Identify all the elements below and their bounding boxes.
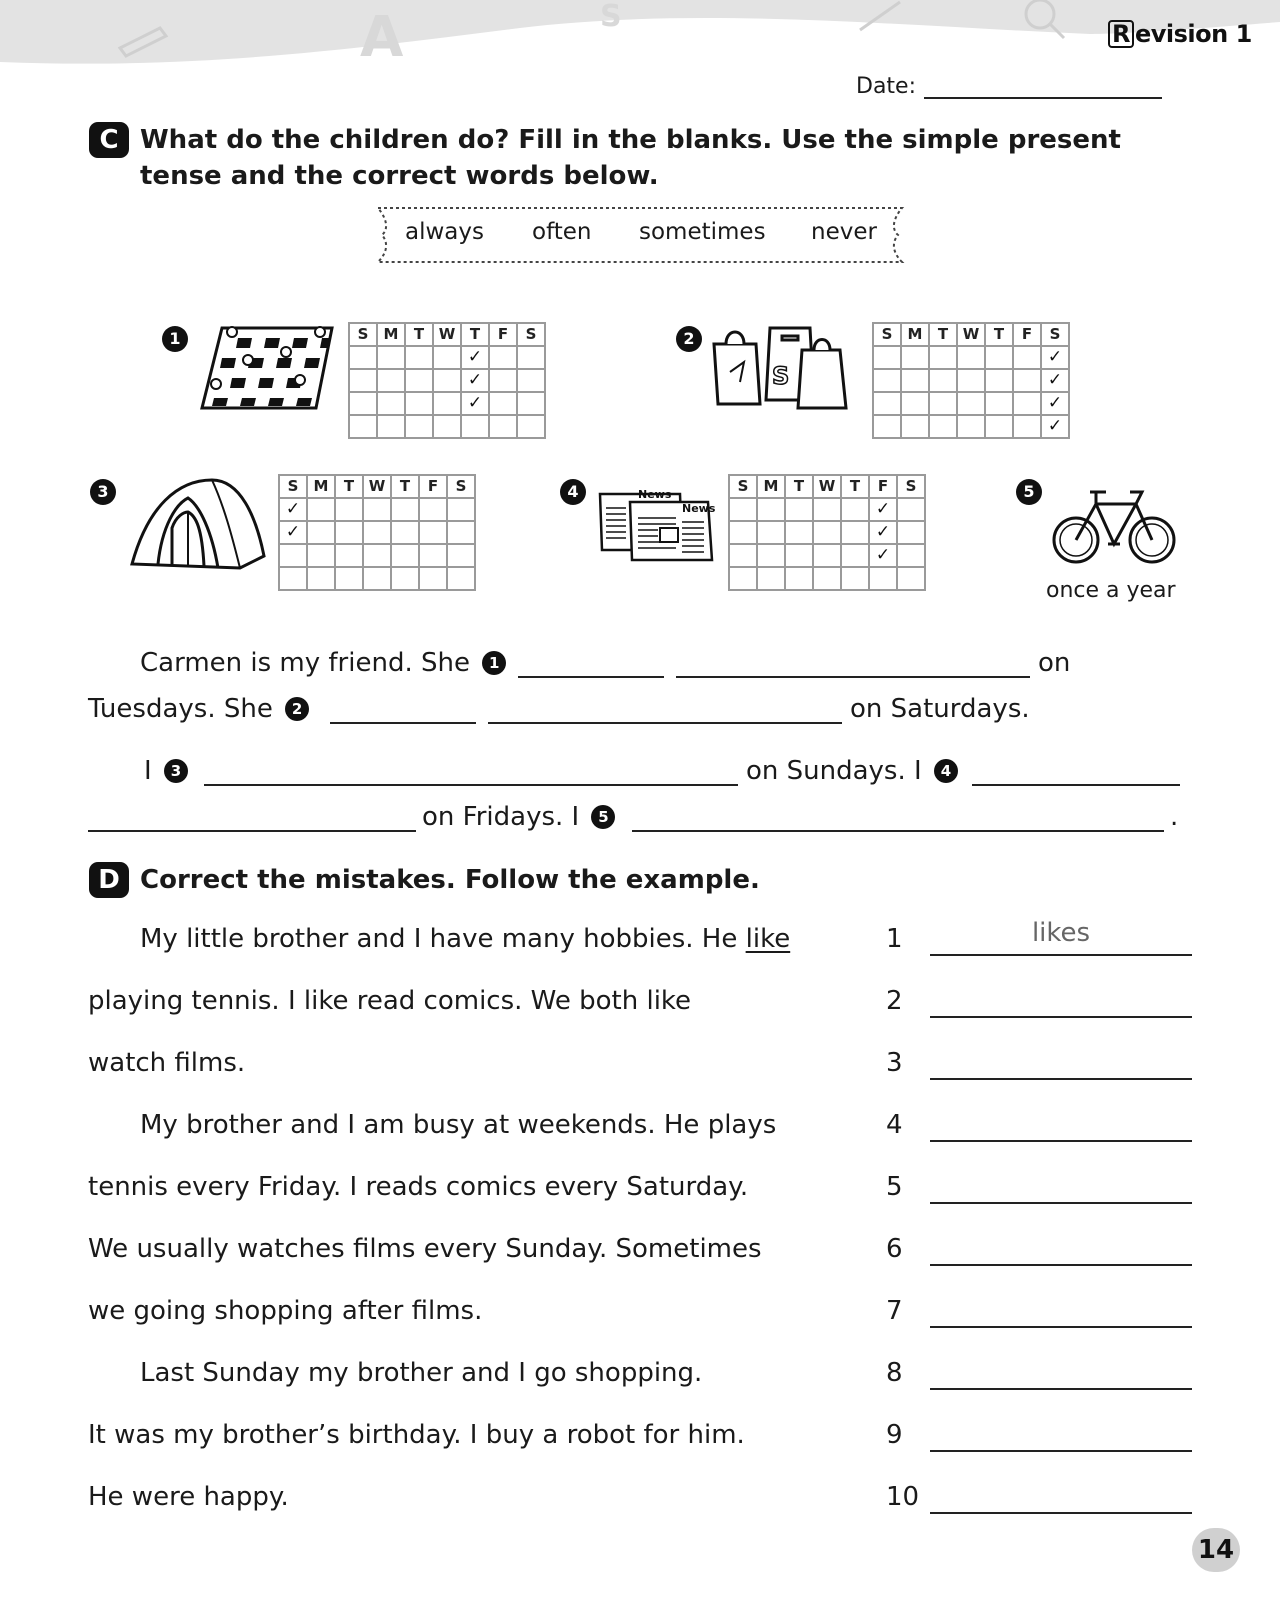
day-header: S	[447, 475, 475, 498]
blank-2a[interactable]	[330, 722, 476, 724]
grid-cell	[461, 415, 489, 438]
day-header: T	[405, 323, 433, 346]
check-mark: ✓	[461, 369, 489, 392]
check-mark: ✓	[1041, 346, 1069, 369]
grid-cell	[489, 392, 517, 415]
blank-5[interactable]	[632, 830, 1164, 832]
grid-cell	[349, 392, 377, 415]
grid-cell	[419, 567, 447, 590]
day-header: T	[841, 475, 869, 498]
check-mark: ✓	[869, 521, 897, 544]
grid-cell	[447, 567, 475, 590]
grid-cell	[335, 567, 363, 590]
item-number-3: 3	[90, 479, 116, 505]
svg-text:A: A	[360, 5, 404, 70]
day-header: W	[813, 475, 841, 498]
check-mark: ✓	[1041, 415, 1069, 438]
grid-cell	[957, 415, 985, 438]
paragraph-line-4: My brother and I am busy at weekends. He plays	[140, 1110, 777, 1140]
grid-cell	[901, 369, 929, 392]
answer-number-5: 5	[886, 1172, 903, 1202]
answer-line-1[interactable]	[930, 954, 1192, 956]
grid-cell	[405, 346, 433, 369]
grid-cell	[757, 498, 785, 521]
day-header: W	[363, 475, 391, 498]
grid-cell	[897, 567, 925, 590]
check-mark: ✓	[279, 498, 307, 521]
grid-cell	[405, 392, 433, 415]
grid-cell	[957, 392, 985, 415]
word-option-often: often	[532, 219, 592, 245]
paragraph-line-6: We usually watches films every Sunday. Sometimes	[88, 1234, 762, 1264]
answer-number-9: 9	[886, 1420, 903, 1450]
day-header: W	[433, 323, 461, 346]
grid-cell	[419, 498, 447, 521]
grid-cell	[785, 521, 813, 544]
grid-cell	[1013, 392, 1041, 415]
grid-cell	[985, 346, 1013, 369]
check-mark: ✓	[1041, 392, 1069, 415]
grid-cell	[929, 346, 957, 369]
sentence-3-start: I 3	[144, 754, 192, 788]
grid-cell	[419, 544, 447, 567]
page-number: 14	[1192, 1528, 1240, 1572]
mistake-example-word: like	[745, 924, 791, 954]
day-header: W	[957, 323, 985, 346]
answer-number-8: 8	[886, 1358, 903, 1388]
grid-cell	[517, 369, 545, 392]
blank-4b[interactable]	[88, 830, 416, 832]
blank-3[interactable]	[204, 784, 738, 786]
paragraph-line-5: tennis every Friday. I reads comics every Saturday.	[88, 1172, 749, 1202]
grid-cell	[729, 498, 757, 521]
date-blank[interactable]	[924, 75, 1162, 99]
day-header: F	[1013, 323, 1041, 346]
grid-cell	[869, 567, 897, 590]
item-number-2: 2	[676, 326, 702, 352]
check-mark: ✓	[869, 544, 897, 567]
grid-cell	[901, 346, 929, 369]
day-header: M	[377, 323, 405, 346]
day-header: S	[729, 475, 757, 498]
grid-cell	[897, 498, 925, 521]
blank-1b[interactable]	[676, 676, 1030, 678]
grid-cell	[391, 544, 419, 567]
news-label-1: News	[638, 488, 672, 501]
grid-cell	[897, 521, 925, 544]
answer-line-9[interactable]	[930, 1450, 1192, 1452]
grid-cell	[279, 544, 307, 567]
grid-cell	[335, 544, 363, 567]
grid-cell	[377, 346, 405, 369]
schedule-grid-1	[348, 322, 546, 439]
grid-cell	[813, 567, 841, 590]
word-option-always: always	[405, 219, 484, 245]
answer-line-4[interactable]	[930, 1140, 1192, 1142]
grid-cell	[391, 498, 419, 521]
grid-cell	[757, 567, 785, 590]
grid-cell	[363, 544, 391, 567]
day-header: S	[517, 323, 545, 346]
day-header: S	[897, 475, 925, 498]
sentence-1-end: on	[1038, 648, 1071, 678]
date-field	[856, 74, 1162, 99]
revision-label	[1108, 20, 1252, 48]
section-c-instruction-line1: What do the children do? Fill in the blanks. Use the simple present	[140, 125, 1121, 155]
day-header: T	[985, 323, 1013, 346]
grid-cell	[957, 369, 985, 392]
grid-cell	[785, 567, 813, 590]
grid-cell	[873, 415, 901, 438]
day-header: F	[419, 475, 447, 498]
grid-cell	[335, 498, 363, 521]
grid-cell	[929, 392, 957, 415]
bicycle-icon	[1050, 482, 1180, 568]
day-header: T	[785, 475, 813, 498]
day-header: S	[349, 323, 377, 346]
grid-cell	[349, 369, 377, 392]
grid-cell	[517, 346, 545, 369]
grid-cell	[377, 369, 405, 392]
sentence-2-start: Tuesdays. She 2	[88, 692, 313, 726]
paragraph-line-3: watch films.	[88, 1048, 246, 1078]
news-label-2: News	[682, 502, 716, 515]
sentence-2-end: on Saturdays.	[850, 694, 1030, 724]
grid-cell	[757, 544, 785, 567]
grid-cell	[391, 521, 419, 544]
inline-number-4: 4	[934, 759, 958, 783]
grid-cell	[841, 567, 869, 590]
answer-line-2[interactable]	[930, 1016, 1192, 1018]
grid-cell	[785, 544, 813, 567]
check-mark: ✓	[461, 346, 489, 369]
inline-number-3: 3	[164, 759, 188, 783]
blank-2b[interactable]	[488, 722, 842, 724]
shopping-bags-icon	[710, 322, 860, 414]
tent-icon	[128, 476, 268, 572]
grid-cell	[813, 521, 841, 544]
answer-number-3: 3	[886, 1048, 903, 1078]
grid-cell	[729, 521, 757, 544]
grid-cell	[729, 567, 757, 590]
grid-cell	[841, 498, 869, 521]
day-header: M	[901, 323, 929, 346]
grid-cell	[929, 415, 957, 438]
grid-cell	[841, 521, 869, 544]
grid-cell	[447, 521, 475, 544]
date-label: Date:	[856, 74, 916, 99]
grid-cell	[489, 415, 517, 438]
answer-line-5[interactable]	[930, 1202, 1192, 1204]
day-header: T	[335, 475, 363, 498]
schedule-grid-3	[278, 474, 476, 591]
grid-cell	[901, 415, 929, 438]
grid-cell	[433, 415, 461, 438]
paragraph-line-8: Last Sunday my brother and I go shopping.	[140, 1358, 703, 1388]
grid-cell	[985, 392, 1013, 415]
grid-cell	[307, 498, 335, 521]
grid-cell	[757, 521, 785, 544]
grid-cell	[841, 544, 869, 567]
check-mark: ✓	[1041, 369, 1069, 392]
grid-cell	[307, 544, 335, 567]
answer-number-1: 1	[886, 924, 903, 954]
item-5-caption: once a year	[1046, 578, 1176, 603]
grid-cell	[447, 498, 475, 521]
paragraph-line-2: playing tennis. I like read comics. We both like	[88, 986, 692, 1016]
grid-cell	[785, 498, 813, 521]
answer-number-7: 7	[886, 1296, 903, 1326]
day-header: S	[1041, 323, 1069, 346]
grid-cell	[377, 415, 405, 438]
grid-cell	[349, 346, 377, 369]
schedule-grid-2	[872, 322, 1070, 439]
grid-cell	[433, 392, 461, 415]
grid-cell	[447, 544, 475, 567]
item-number-4: 4	[560, 479, 586, 505]
grid-cell	[517, 415, 545, 438]
word-option-sometimes: sometimes	[639, 219, 766, 245]
day-header: T	[391, 475, 419, 498]
svg-text:S: S	[600, 0, 622, 34]
grid-cell	[985, 369, 1013, 392]
answer-number-10: 10	[886, 1482, 920, 1512]
blank-1a[interactable]	[518, 676, 664, 678]
grid-cell	[729, 544, 757, 567]
check-mark: ✓	[869, 498, 897, 521]
grid-cell	[419, 521, 447, 544]
item-number-1: 1	[162, 326, 188, 352]
revision-title: evision 1	[1134, 20, 1252, 48]
answer-line-3[interactable]	[930, 1078, 1192, 1080]
grid-cell	[517, 392, 545, 415]
revision-first-letter: R	[1108, 20, 1134, 48]
sentence-4-end: .	[1170, 802, 1179, 832]
day-header: S	[279, 475, 307, 498]
check-mark: ✓	[279, 521, 307, 544]
grid-cell	[391, 567, 419, 590]
inline-number-2: 2	[285, 697, 309, 721]
paragraph-line-10: He were happy.	[88, 1482, 289, 1512]
word-option-never: never	[811, 219, 877, 245]
grid-cell	[363, 498, 391, 521]
paragraph-line-9: It was my brother’s birthday. I buy a robot for him.	[88, 1420, 745, 1450]
sentence-4-mid: on Fridays. I 5	[422, 800, 619, 834]
grid-cell	[873, 346, 901, 369]
grid-cell	[873, 369, 901, 392]
answer-number-4: 4	[886, 1110, 903, 1140]
sentence-3-mid: on Sundays. I 4	[746, 754, 962, 788]
day-header: F	[869, 475, 897, 498]
day-header: F	[489, 323, 517, 346]
paragraph-line-7: we going shopping after films.	[88, 1296, 483, 1326]
grid-cell	[307, 521, 335, 544]
section-c-instruction-line2: tense and the correct words below.	[140, 161, 659, 191]
grid-cell	[335, 521, 363, 544]
answer-number-6: 6	[886, 1234, 903, 1264]
day-header: M	[757, 475, 785, 498]
grid-cell	[873, 392, 901, 415]
grid-cell	[813, 544, 841, 567]
answer-number-2: 2	[886, 986, 903, 1016]
schedule-grid-4	[728, 474, 926, 591]
day-header: S	[873, 323, 901, 346]
grid-cell	[985, 415, 1013, 438]
grid-cell	[897, 544, 925, 567]
grid-cell	[901, 392, 929, 415]
grid-cell	[489, 369, 517, 392]
answer-line-8[interactable]	[930, 1388, 1192, 1390]
header-banner	[0, 0, 1280, 80]
grid-cell	[405, 415, 433, 438]
grid-cell	[349, 415, 377, 438]
day-header: T	[929, 323, 957, 346]
item-number-5: 5	[1016, 479, 1042, 505]
day-header: M	[307, 475, 335, 498]
grid-cell	[433, 346, 461, 369]
blank-4a[interactable]	[972, 784, 1180, 786]
answer-line-7[interactable]	[930, 1326, 1192, 1328]
newspaper-icon	[596, 488, 720, 566]
grid-cell	[813, 498, 841, 521]
answer-example-1: likes	[1031, 918, 1091, 948]
grid-cell	[433, 369, 461, 392]
day-header: T	[461, 323, 489, 346]
sentence-1-start: Carmen is my friend. She 1	[140, 646, 510, 680]
grid-cell	[363, 521, 391, 544]
section-d-badge: D	[89, 862, 129, 898]
grid-cell	[363, 567, 391, 590]
grid-cell	[489, 346, 517, 369]
inline-number-5: 5	[591, 805, 615, 829]
grid-cell	[377, 392, 405, 415]
grid-cell	[957, 346, 985, 369]
grid-cell	[1013, 346, 1041, 369]
grid-cell	[1013, 415, 1041, 438]
answer-line-6[interactable]	[930, 1264, 1192, 1266]
check-mark: ✓	[461, 392, 489, 415]
grid-cell	[307, 567, 335, 590]
section-c-badge: C	[89, 122, 129, 158]
grid-cell	[1013, 369, 1041, 392]
section-d-instruction: Correct the mistakes. Follow the example.	[140, 865, 760, 895]
paragraph-line-1: My little brother and I have many hobbies. He like	[140, 924, 791, 954]
grid-cell	[405, 369, 433, 392]
grid-cell	[929, 369, 957, 392]
chessboard-icon	[198, 322, 338, 414]
grid-cell	[279, 567, 307, 590]
answer-line-10[interactable]	[930, 1512, 1192, 1514]
svg-text:S: S	[772, 362, 790, 390]
inline-number-1: 1	[482, 651, 506, 675]
